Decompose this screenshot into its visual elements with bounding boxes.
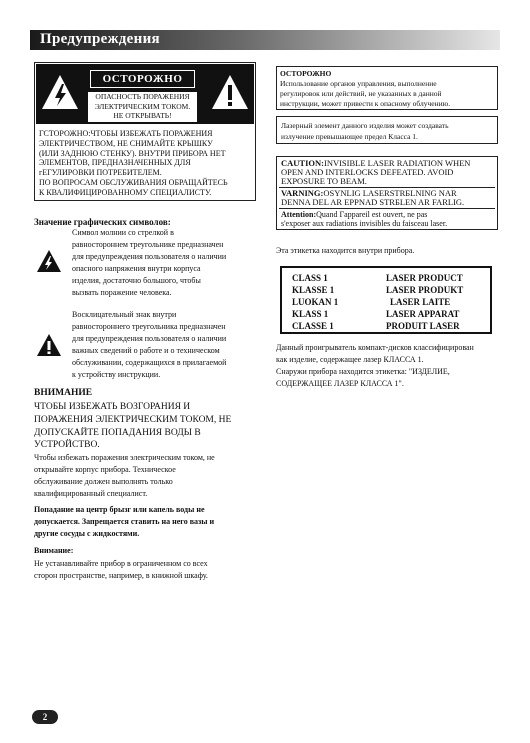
lightning-symbol-text: Символ молнии со стрелкой в равностороннем треугольнике предназначен для предупреждения пользователя о наличии опасного напряжения внутри корпуса изделия, достаточно большого, чтобы вызвать поражение человека.	[72, 228, 227, 297]
exclamation-symbol-text: Восклицательный знак внутри равностороннего треугольника предназначен для предупреждения пользователя о наличии важных сведений о работе и о техническом обслуживании, содержащихся в прилагаемой к устройству инструкции.	[72, 310, 227, 379]
caution-subtitle: ОПАСНОСТЬ ПОРАЖЕНИЯ ЭЛЕКТРИЧЕСКИМ ТОКОМ. НЕ ОТКРЫВАТЬ!	[88, 92, 197, 122]
water-warning-text: Попадание на центр брызг или капель воды не допускается. Запрещается ставить на него вазы и другие сосуды с жидкостями.	[34, 505, 215, 538]
note-heading: Внимание:	[34, 546, 74, 555]
attention-heading: ВНИМАНИЕ	[34, 388, 93, 398]
symbols-heading: Значение графических символов:	[34, 217, 171, 227]
lightning-symbol-icon	[36, 249, 62, 273]
laser-class-description: Данный проигрыватель компакт-дисков классифицирован как изделие, содержащее лазер КЛАССА 1. Снаружи прибора находится этикетка: "ИЗДЕЛИЕ, СОДЕРЖАЩЕЕ ЛАЗЕР КЛАССА 1".	[276, 343, 474, 388]
section-title: Предупреждения	[40, 31, 160, 47]
laser-caution-box: ОСТОРОЖНО Использование органов управления, выполнение регулировок или действий, не указанных в данной инструкции, может привести к опасному облучению.	[276, 66, 498, 110]
lightning-triangle-icon	[40, 72, 80, 112]
page-number: 2	[32, 710, 58, 724]
class-1-label: CLASS 1 LASER PRODUCT KLASSE 1 LASER PRODUKT LUOKAN 1 LASER LAITE KLASS 1 LASER APPARAT CLASSE 1 PRODUIT LASER	[280, 266, 492, 334]
laser-element-box: Лазерный элемент данного изделия может создавать излучение превышающее предел Класса 1.	[276, 116, 498, 144]
caution-warning-text: ГСТОРОЖНО:ЧТОБЫ ИЗБЕЖАТЬ ПОРАЖЕНИЯ ЭЛЕКТРИЧЕСТВОМ, НЕ СНИМАЙТЕ КРЫШКУ (ИЛИ ЗАДНЮЮ СТЕНКУ). ВНУТРИ ПРИБОРА НЕТ ЭЛЕМЕНТОВ, ПРЕДНАЗНАЧЕННЫХ ДЛЯ гЕГУЛИРОВКИ ПОТРЕБИТЕЛЕМ. ПО ВОПРОСАМ ОБСЛУЖИВАНИЯ ОБРАЩАЙТЕСЬ К КВАЛИФИЦИРОВАННОМУ СПЕЦИАЛИСТУ.	[39, 129, 228, 197]
note-text: Не устанавливайте прибор в ограниченном со всех сторон пространстве, например, в книжной шкафу.	[34, 559, 208, 580]
attention-caps-text: ЧТОБЫ ИЗБЕЖАТЬ ВОЗГОРАНИЯ И ПОРАЖЕНИЯ ЭЛЕКТРИЧЕСКИМ ТОКОМ, НЕ ДОПУСКАЙТЕ ПОПАДАНИЯ ВОДЫ В УСТРОЙСТВО.	[34, 402, 232, 451]
attention-body-text: Чтобы избежать поражения электрическим током, не открывайте корпус прибора. Техническое обслуживание должен выполнять только квалифицированный специалист.	[34, 453, 215, 498]
exclamation-triangle-icon	[210, 72, 250, 112]
laser-warning-label: CAUTION:INVISIBLE LASER RADIATION WHEN OPEN AND INTERLOCKS DEFEATED. AVOID EXPOSURE TO BEAM. VARNING:OSYNLIG LASERSTRБLNING NAR DENNA DEL AR EPPNAD STRБLEN AR FARLIG. Attention:Quand Гappareil est ouvert, ne pas s'exposer aux radiations invisibles du faisceau laser.	[276, 156, 498, 230]
caution-title: ОСТОРОЖНО	[90, 70, 195, 88]
section-header	[30, 30, 500, 50]
label-location-note: Эта этикетка находится внутри прибора.	[276, 246, 415, 255]
exclamation-symbol-icon	[36, 333, 62, 357]
